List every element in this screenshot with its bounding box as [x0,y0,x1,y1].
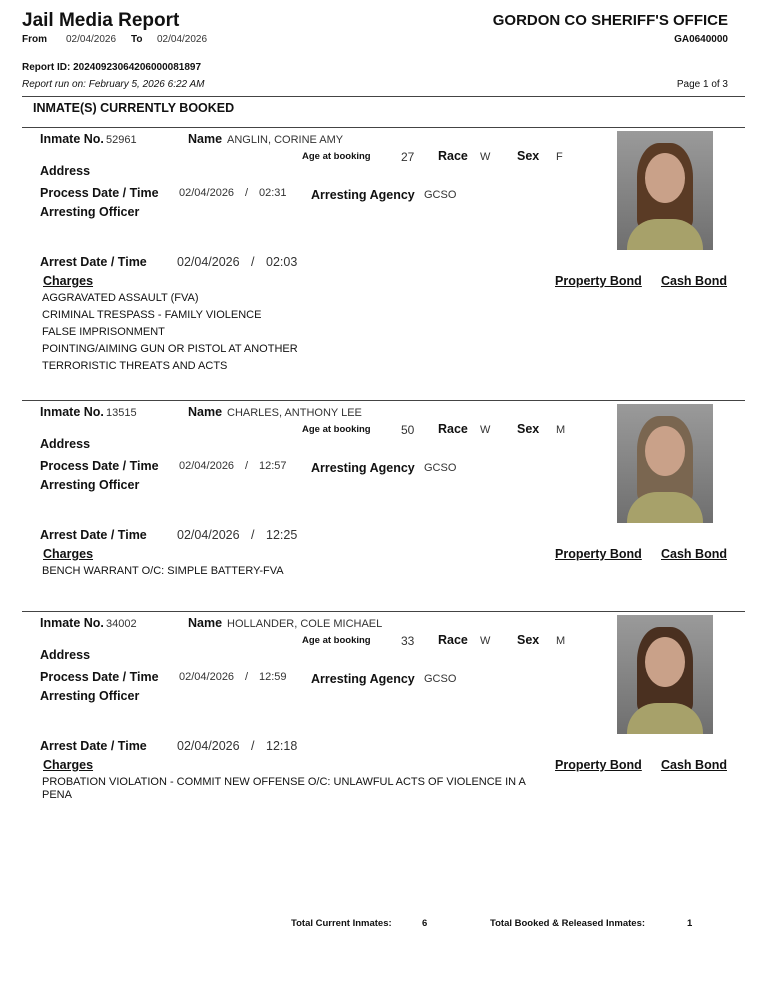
arresting-agency: GCSO [424,673,457,685]
record-divider [22,611,745,612]
process-date: 02/04/2026 [179,460,235,472]
agency-ori: GA0640000 [674,34,728,45]
officer-label: Arresting Officer [40,205,140,219]
sex-label: Sex [517,422,540,436]
cash-bond-label: Cash Bond [661,758,727,772]
process-sep: / [245,671,249,683]
age: 33 [401,634,415,648]
sex: M [556,635,566,647]
from-date: 02/04/2026 [66,34,117,45]
arrest-label: Arrest Date / Time [40,255,147,269]
charge-item: AGGRAVATED ASSAULT (FVA) [42,292,199,304]
inmate-no: 34002 [106,618,137,630]
race-label: Race [438,149,468,163]
arresting-agency: GCSO [424,462,457,474]
sex-label: Sex [517,633,540,647]
inmate-record [0,127,773,372]
age-label: Age at booking [302,424,371,435]
officer-label: Arresting Officer [40,689,140,703]
name-label: Name [188,616,223,630]
process-date: 02/04/2026 [179,187,235,199]
address-label: Address [40,648,91,662]
total-booked-released-label: Total Booked & Released Inmates: [490,918,646,929]
record-divider [22,400,745,401]
sex-label: Sex [517,149,540,163]
arrest-time: 12:18 [266,739,298,753]
property-bond-label: Property Bond [555,758,642,772]
name-label: Name [188,405,223,419]
arrest-date: 02/04/2026 [177,739,240,753]
mugshot-photo [617,404,713,523]
charge-item: TERRORISTIC THREATS AND ACTS [42,360,228,372]
inmate-no-label: Inmate No. [40,405,104,419]
charge-item: CRIMINAL TRESPASS - FAMILY VIOLENCE [42,309,262,321]
process-time: 12:59 [259,671,287,683]
mugshot-face [645,426,685,476]
process-sep: / [245,187,249,199]
address-label: Address [40,437,91,451]
inmate-name: HOLLANDER, COLE MICHAEL [227,618,383,630]
from-label: From [22,34,47,45]
process-time: 12:57 [259,460,287,472]
inmate-no-label: Inmate No. [40,132,104,146]
arrest-sep: / [251,739,255,753]
arrest-label: Arrest Date / Time [40,528,147,542]
inmate-no-label: Inmate No. [40,616,104,630]
race-label: Race [438,633,468,647]
agency-label: Arresting Agency [311,461,415,475]
process-date: 02/04/2026 [179,671,235,683]
age: 50 [401,423,415,437]
property-bond-label: Property Bond [555,547,642,561]
arrest-label: Arrest Date / Time [40,739,147,753]
arrest-sep: / [251,255,255,269]
sex: M [556,424,566,436]
race: W [480,151,491,163]
charges-label: Charges [43,547,94,561]
mugshot-photo [617,131,713,250]
process-sep: / [245,460,249,472]
report-title: Jail Media Report [22,10,180,31]
age-label: Age at booking [302,635,371,646]
cash-bond-label: Cash Bond [661,274,727,288]
total-current-label: Total Current Inmates: [291,918,392,929]
address-label: Address [40,164,91,178]
inmate-no: 13515 [106,407,137,419]
agency-label: Arresting Agency [311,188,415,202]
record-divider [22,127,745,128]
inmate-record [0,611,773,821]
arrest-date: 02/04/2026 [177,255,240,269]
race: W [480,635,491,647]
officer-label: Arresting Officer [40,478,140,492]
name-label: Name [188,132,223,146]
process-label: Process Date / Time [40,459,159,473]
report-run-on: Report run on: February 5, 2026 6:22 AM [22,79,205,90]
charge-item: BENCH WARRANT O/C: SIMPLE BATTERY-FVA [42,565,284,577]
report-id: Report ID: 20240923064206000081897 [22,62,202,73]
cash-bond-label: Cash Bond [661,547,727,561]
sex: F [556,151,563,163]
agency-label: Arresting Agency [311,672,415,686]
total-current-value: 6 [422,918,428,929]
charge-item: POINTING/AIMING GUN OR PISTOL AT ANOTHER [42,343,298,355]
arrest-date: 02/04/2026 [177,528,240,542]
charge-item: FALSE IMPRISONMENT [42,326,165,338]
mugshot-face [645,153,685,203]
process-time: 02:31 [259,187,287,199]
mugshot-face [645,637,685,687]
age-label: Age at booking [302,151,371,162]
arrest-sep: / [251,528,255,542]
process-label: Process Date / Time [40,186,159,200]
inmate-name: ANGLIN, CORINE AMY [227,134,344,146]
to-date: 02/04/2026 [157,34,208,45]
inmate-name: CHARLES, ANTHONY LEE [227,407,362,419]
charge-item: PROBATION VIOLATION - COMMIT NEW OFFENSE O/C: UNLAWFUL ACTS OF VIOLENCE IN A PENA [42,776,526,801]
charges-label: Charges [43,758,94,772]
property-bond-label: Property Bond [555,274,642,288]
inmate-no: 52961 [106,134,137,146]
arresting-agency: GCSO [424,189,457,201]
total-booked-released-value: 1 [687,918,693,929]
race: W [480,424,491,436]
charges-label: Charges [43,274,94,288]
arrest-time: 02:03 [266,255,298,269]
section-title: INMATE(S) CURRENTLY BOOKED [33,101,235,115]
to-label: To [131,34,143,45]
arrest-time: 12:25 [266,528,298,542]
inmate-record [0,400,773,610]
page-number: Page 1 of 3 [676,79,728,90]
race-label: Race [438,422,468,436]
agency-name: GORDON CO SHERIFF'S OFFICE [492,12,728,29]
age: 27 [401,150,415,164]
mugshot-photo [617,615,713,734]
header-divider [22,96,745,97]
process-label: Process Date / Time [40,670,159,684]
